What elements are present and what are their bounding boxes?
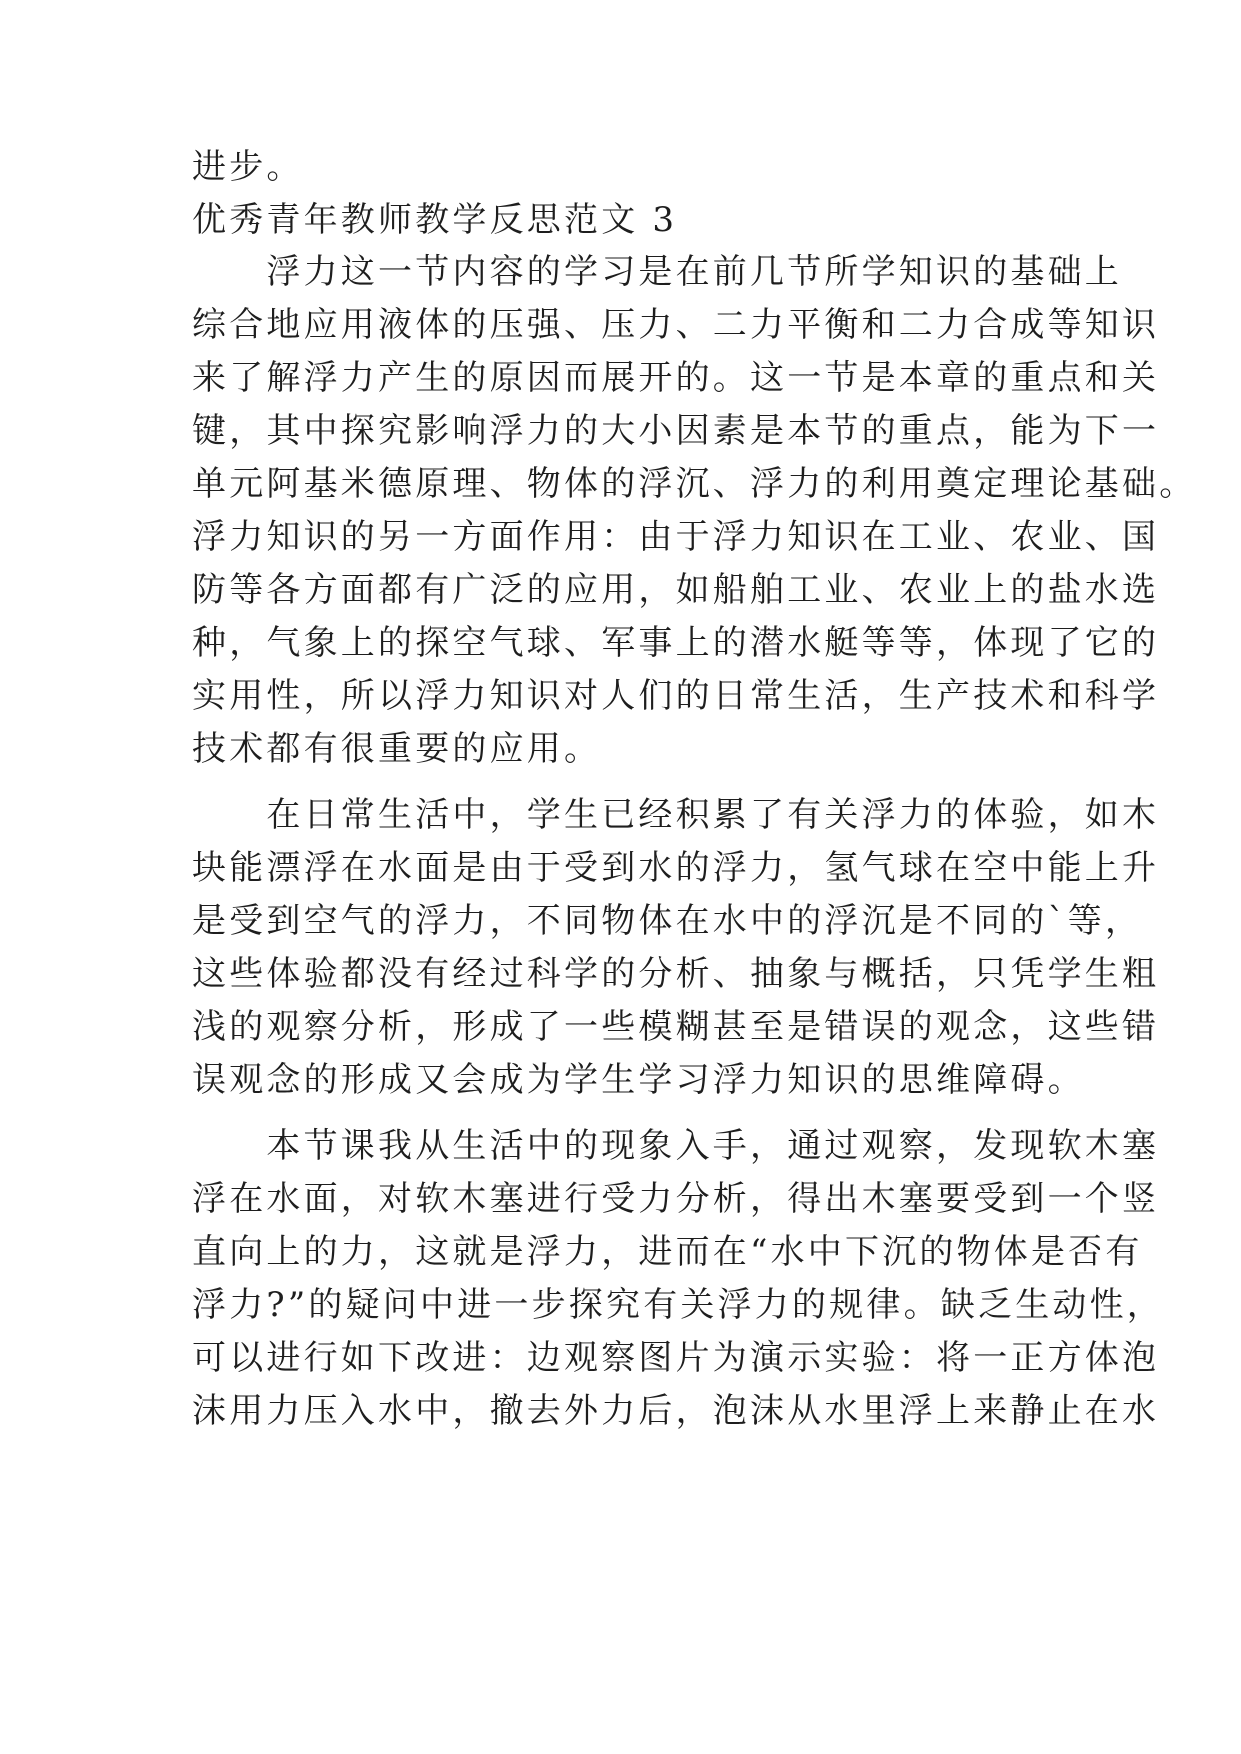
- text-line: 直向上的力，这就是浮力，进而在“水中下沉的物体是否有: [192, 1232, 1143, 1272]
- section-heading: 优秀青年教师教学反思范文 3: [192, 200, 678, 240]
- text-line: 是受到空气的浮力，不同物体在水中的浮沉是不同的`等，: [192, 901, 1143, 941]
- text-line: 种，气象上的探空气球、军事上的潜水艇等等，体现了它的: [192, 623, 1160, 663]
- text-line: 浮在水面，对软木塞进行受力分析，得出木塞要受到一个竖: [192, 1179, 1160, 1219]
- text-line: 沫用力压入水中，撤去外力后，泡沫从水里浮上来静止在水: [192, 1391, 1160, 1431]
- text-line: 浮力?”的疑问中进一步探究有关浮力的规律。缺乏生动性，: [192, 1285, 1165, 1325]
- text-line: 单元阿基米德原理、物体的浮沉、浮力的利用奠定理论基础。: [192, 464, 1197, 504]
- text-line: 在日常生活中，学生已经积累了有关浮力的体验，如木: [192, 795, 1160, 835]
- text-line: 本节课我从生活中的现象入手，通过观察，发现软木塞: [192, 1126, 1160, 1166]
- text-line: 浅的观察分析，形成了一些模糊甚至是错误的观念，这些错: [192, 1007, 1160, 1047]
- text-line: 实用性，所以浮力知识对人们的日常生活，生产技术和科学: [192, 676, 1160, 716]
- text-line: 技术都有很重要的应用。: [192, 729, 602, 769]
- text-line: 可以进行如下改进：边观察图片为演示实验：将一正方体泡: [192, 1338, 1160, 1378]
- text-line: 浮力这一节内容的学习是在前几节所学知识的基础上: [192, 252, 1122, 292]
- text-line: 误观念的形成又会成为学生学习浮力知识的思维障碍。: [192, 1060, 1085, 1100]
- text-line: 进步。: [192, 147, 304, 187]
- text-line: 来了解浮力产生的原因而展开的。这一节是本章的重点和关: [192, 358, 1160, 398]
- text-line: 浮力知识的另一方面作用：由于浮力知识在工业、农业、国: [192, 517, 1160, 557]
- text-line: 防等各方面都有广泛的应用，如船舶工业、农业上的盐水选: [192, 570, 1160, 610]
- text-line: 块能漂浮在水面是由于受到水的浮力，氢气球在空中能上升: [192, 848, 1160, 888]
- text-line: 键，其中探究影响浮力的大小因素是本节的重点，能为下一: [192, 411, 1160, 451]
- text-line: 这些体验都没有经过科学的分析、抽象与概括，只凭学生粗: [192, 954, 1160, 994]
- text-line: 综合地应用液体的压强、压力、二力平衡和二力合成等知识: [192, 305, 1160, 345]
